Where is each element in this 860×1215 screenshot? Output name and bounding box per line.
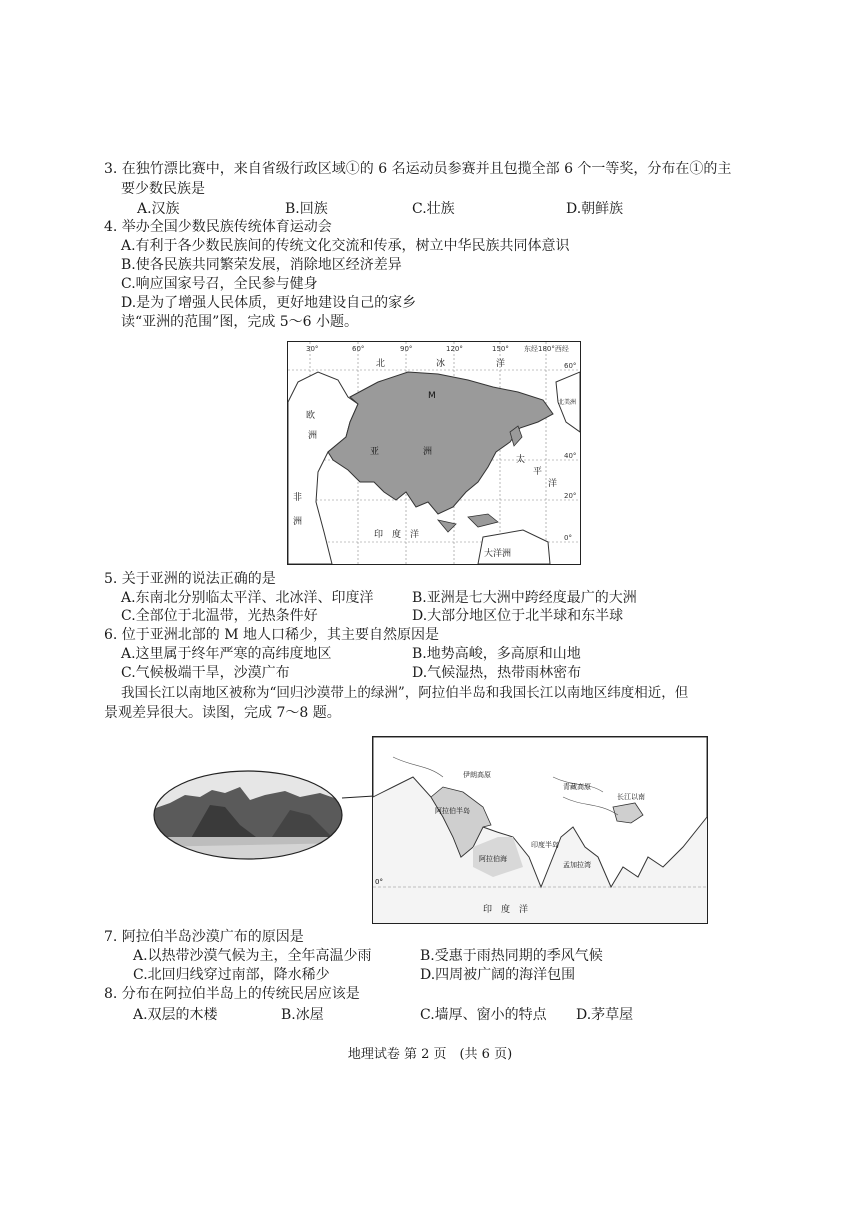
lon-label-30: 30° — [306, 345, 319, 353]
label-ping: 平 — [533, 467, 543, 477]
lat-label-40: 40° — [564, 452, 577, 460]
label-india-ocean: 印 度 洋 — [374, 530, 420, 540]
label-arabia: 阿拉伯半岛 — [435, 807, 470, 815]
lon-label-150: 150° — [492, 345, 509, 353]
q6-stem: 6. 位于亚洲北部的 M 地人口稀少，其主要自然原因是 — [104, 627, 440, 643]
q7-option-c: C.北回归线穿过南部，降水稀少 — [133, 967, 330, 983]
label-china-south: 长江以南 — [617, 793, 645, 801]
q5-stem: 5. 关于亚洲的说法正确的是 — [104, 571, 276, 587]
label-ou: 欧 — [306, 411, 316, 421]
asia-range-map — [287, 341, 581, 565]
q7-stem: 7. 阿拉伯半岛沙漠广布的原因是 — [104, 929, 304, 945]
q5-option-a: A.东南北分别临太平洋、北冰洋、印度洋 — [121, 590, 374, 606]
label-yang-p: 洋 — [548, 479, 558, 489]
label-iran: 伊朗高原 — [463, 771, 491, 779]
label-fei: 非 — [293, 493, 303, 503]
q5-option-c: C.全部位于北温带，光热条件好 — [121, 608, 318, 624]
intro-7-8-line2: 景观差异很大。读图，完成 7～8 题。 — [104, 705, 341, 721]
arabia-map-svg — [373, 737, 707, 923]
label-india-pen: 印度半岛 — [531, 841, 559, 849]
lon-label-180: 东经180°西经 — [524, 345, 569, 353]
q5-option-d: D.大部分地区位于北半球和东半球 — [412, 608, 624, 624]
lon-label-60: 60° — [352, 345, 365, 353]
q3-option-a: A.汉族 — [137, 201, 180, 217]
lat-label-20: 20° — [564, 492, 577, 500]
q6-option-b: B.地势高峻，多高原和山地 — [412, 646, 581, 662]
label-ya: 亚 — [370, 447, 380, 457]
label-arab-sea: 阿拉伯海 — [479, 855, 507, 863]
label-bing: 冰 — [436, 359, 446, 369]
q6-option-c: C.气候极端干旱，沙漠广布 — [121, 665, 290, 681]
intro-7-8-line1: 我国长江以南地区被称为“回归沙漠带上的绿洲”，阿拉伯半岛和我国长江以南地区纬度相近，但 — [121, 685, 689, 701]
lon-label-120: 120° — [446, 345, 463, 353]
label-equator: 0° — [375, 878, 383, 886]
label-tai: 太 — [516, 455, 526, 465]
q7-option-a: A.以热带沙漠气候为主，全年高温少雨 — [133, 948, 372, 964]
q7-option-b: B.受惠于雨热同期的季风气候 — [420, 948, 603, 964]
label-yang-n: 洋 — [496, 359, 506, 369]
label-north-america: 北美洲 — [558, 399, 577, 406]
label-bei: 北 — [376, 359, 386, 369]
page-footer: 地理试卷 第 2 页 (共 6 页) — [347, 1047, 513, 1062]
q4-option-c: C.响应国家号召，全民参与健身 — [121, 276, 318, 292]
label-zhou-e: 洲 — [308, 431, 318, 441]
q4-stem: 4. 举办全国少数民族传统体育运动会 — [104, 219, 332, 235]
q4-option-b: B.使各民族共同繁荣发展，消除地区经济差异 — [121, 257, 402, 273]
q8-option-c: C.墙厚、窗小的特点 — [420, 1007, 547, 1023]
q8-option-d: D.茅草屋 — [576, 1007, 634, 1023]
label-tibet: 青藏高原 — [563, 783, 591, 791]
intro-5-6: 读“亚洲的范围”图，完成 5～6 小题。 — [121, 314, 359, 330]
label-M: M — [428, 391, 436, 401]
label-zhou-f: 洲 — [293, 517, 303, 527]
q8-option-b: B.冰屋 — [281, 1007, 324, 1023]
q3-option-b: B.回族 — [285, 201, 328, 217]
q3-stem-line1: 3. 在独竹漂比赛中，来自省级行政区域①的 6 名运动员参赛并且包揽全部 6 个一等奖，分布在①的主 — [104, 161, 732, 177]
q3-option-d: D.朝鲜族 — [566, 201, 624, 217]
lat-label-60: 60° — [564, 362, 577, 370]
label-australia: 大洋洲 — [484, 549, 512, 559]
q4-option-d: D.是为了增强人民体质，更好地建设自己的家乡 — [121, 295, 417, 311]
arabia-southchina-map — [372, 736, 708, 924]
lat-label-0: 0° — [564, 534, 572, 542]
q6-option-a: A.这里属于终年严寒的高纬度地区 — [121, 646, 332, 662]
q8-stem: 8. 分布在阿拉伯半岛上的传统民居应该是 — [104, 986, 360, 1002]
q5-option-b: B.亚洲是七大洲中跨经度最广的大洲 — [412, 590, 637, 606]
q3-option-c: C.壮族 — [412, 201, 455, 217]
desert-landscape-photo — [150, 765, 390, 865]
lon-label-90: 90° — [400, 345, 413, 353]
label-indian-ocean: 印 度 洋 — [483, 905, 529, 915]
q7-option-d: D.四周被广阔的海洋包围 — [420, 967, 576, 983]
asia-map-svg — [288, 342, 580, 564]
q3-stem-line2: 要少数民族是 — [121, 181, 205, 197]
q6-option-d: D.气候湿热，热带雨林密布 — [412, 665, 582, 681]
q4-option-a: A.有利于各少数民族间的传统文化交流和传承，树立中华民族共同体意识 — [121, 238, 570, 254]
label-bengal: 孟加拉湾 — [563, 861, 591, 869]
label-zhou-a: 洲 — [423, 447, 433, 457]
q8-option-a: A.双层的木楼 — [133, 1007, 218, 1023]
